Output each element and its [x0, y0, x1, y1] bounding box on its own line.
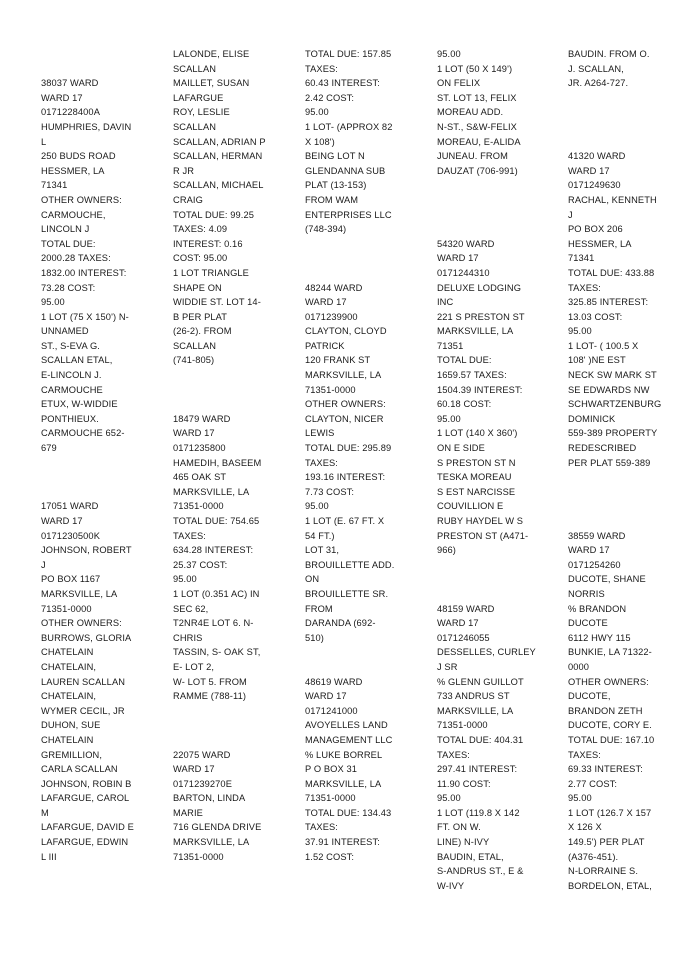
text-line: 95.00: [173, 574, 197, 585]
text-line: L: [41, 136, 47, 147]
text-line: LAUREN SCALLAN: [41, 676, 126, 687]
text-line: [173, 368, 295, 383]
text-line: BEING LOT N: [305, 151, 365, 162]
text-line: FT. ON W.: [437, 822, 481, 833]
text-line: TAXES:: [173, 530, 206, 541]
text-line: SHAPE ON: [173, 282, 222, 293]
text-column-3: [305, 47, 427, 864]
text-line: [305, 237, 427, 252]
text-line: BARTON, LINDA: [173, 793, 246, 804]
text-line: 1 LOT- (APPROX 82: [305, 121, 393, 132]
text-line: [437, 558, 559, 573]
text-line: SCALLAN ETAL,: [41, 355, 113, 366]
text-line: 95.00: [305, 107, 329, 118]
text-line: 95.00: [305, 501, 329, 512]
text-line: [437, 208, 559, 223]
text-line: ENTERPRISES LLC: [305, 209, 392, 220]
text-line: [41, 62, 163, 77]
text-column-2: [173, 47, 295, 864]
text-line: WARD 17: [41, 516, 83, 526]
text-line: N-ST., S&W-FELIX: [437, 121, 517, 132]
text-line: MAILLET, SUSAN: [173, 78, 250, 89]
text-line: 1.52 COST:: [305, 851, 355, 862]
text-line: ETUX, W-WIDDIE: [41, 399, 118, 410]
text-line: 1 LOT (140 X 360'): [437, 428, 518, 439]
text-line: LALONDE, ELISE: [173, 49, 250, 59]
text-line: 193.16 INTEREST:: [305, 472, 386, 483]
text-line: HUMPHRIES, DAVIN: [41, 121, 132, 132]
text-line: 18479 WARD: [173, 413, 231, 424]
text-line: NECK SW MARK ST: [568, 370, 657, 381]
text-line: 0171228400A: [41, 107, 101, 118]
text-line: ON: [305, 574, 320, 585]
text-line: [437, 193, 559, 208]
text-line: [305, 645, 427, 660]
text-line: 1 LOT (126.7 X 157: [568, 807, 652, 818]
text-line: [568, 91, 690, 106]
text-column-1: [41, 47, 163, 864]
text-line: 95.00: [437, 413, 461, 424]
text-line: [568, 135, 690, 150]
text-line: 0171230500K: [41, 530, 101, 541]
text-line: [437, 587, 559, 602]
text-line: INC: [437, 297, 454, 308]
text-line: CARMOUCHE 652-: [41, 428, 125, 439]
text-line: TAXES:: [437, 749, 470, 760]
text-line: CRAIG: [173, 194, 203, 205]
text-line: 0171239270E: [173, 778, 233, 789]
text-line: 0171244310: [437, 267, 490, 278]
text-line: MARKSVILLE, LA: [305, 778, 382, 789]
text-line: 7.73 COST:: [305, 486, 355, 497]
text-line: 6112 HWY 115: [568, 632, 631, 643]
text-line: 22075 WARD: [173, 749, 231, 760]
text-line: GLENDANNA SUB: [305, 165, 386, 176]
text-line: 510): [305, 632, 325, 643]
text-line: 2000.28 TAXES:: [41, 253, 111, 264]
text-line: 95.00: [437, 49, 461, 59]
text-line: TAXES:: [568, 282, 601, 293]
text-line: LINE) N-IVY: [437, 837, 490, 848]
text-line: E-LINCOLN J.: [41, 370, 102, 381]
text-line: WIDDIE ST. LOT 14-: [173, 297, 261, 308]
text-line: PO BOX 206: [568, 224, 623, 235]
text-line: WYMER CECIL, JR: [41, 705, 125, 716]
text-line: 0171249630: [568, 180, 621, 191]
text-line: TAXES:: [305, 457, 338, 468]
text-line: SCALLAN, MICHAEL: [173, 180, 264, 191]
text-line: 2.77 COST:: [568, 778, 618, 789]
text-line: J SR: [437, 661, 458, 672]
text-line: T2NR4E LOT 6. N-: [173, 618, 254, 629]
text-line: R JR: [173, 165, 195, 176]
text-line: BAUDIN. FROM O.: [568, 49, 650, 59]
text-line: DUHON, SUE: [41, 720, 101, 731]
text-line: NORRIS: [568, 588, 605, 599]
text-line: TOTAL DUE: 404.31: [437, 734, 524, 745]
text-line: J: [568, 209, 573, 220]
text-line: 38559 WARD: [568, 530, 626, 541]
text-line: MARKSVILLE, LA: [305, 370, 382, 381]
text-line: 733 ANDRUS ST: [437, 691, 510, 702]
text-line: BRANDON ZETH: [568, 705, 643, 716]
text-line: 1659.57 TAXES:: [437, 370, 507, 381]
text-line: [173, 718, 295, 733]
text-line: INTEREST: 0.16: [173, 238, 243, 249]
text-line: 679: [41, 443, 57, 454]
text-line: 38037 WARD: [41, 78, 99, 89]
text-line: 108' )NE EST: [568, 355, 626, 366]
text-line: 1 LOT (119.8 X 142: [437, 807, 520, 818]
text-line: REDESCRIBED: [568, 443, 637, 454]
text-line: PONTHIEUX.: [41, 413, 99, 424]
text-line: SE EDWARDS NW: [568, 384, 650, 395]
text-line: 54320 WARD: [437, 238, 495, 249]
text-line: J: [41, 559, 46, 570]
text-line: TOTAL DUE: 167.10: [568, 734, 655, 745]
text-line: 1 LOT- ( 100.5 X: [568, 340, 639, 351]
text-line: X 126 X: [568, 822, 602, 833]
text-line: B PER PLAT: [173, 311, 228, 322]
text-line: 69.33 INTEREST:: [568, 764, 643, 775]
text-line: CLAYTON, CLOYD: [305, 326, 387, 337]
text-line: 37.91 INTEREST:: [305, 837, 380, 848]
text-line: 1504.39 INTEREST:: [437, 384, 523, 395]
text-line: TAXES:: [568, 749, 601, 760]
text-line: 17051 WARD: [41, 501, 99, 512]
text-line: WARD 17: [305, 691, 347, 702]
text-line: TESKA MOREAU: [437, 472, 512, 483]
text-line: LAFARGUE, CAROL: [41, 793, 130, 804]
text-line: TAXES:: [305, 822, 338, 833]
text-line: SCALLAN, ADRIAN P: [173, 136, 266, 147]
text-line: 71351-0000: [41, 603, 92, 614]
text-line: CHATELAIN: [41, 647, 94, 658]
text-line: MANAGEMENT LLC: [305, 734, 393, 745]
text-line: OTHER OWNERS:: [41, 618, 122, 629]
text-line: RUBY HAYDEL W S: [437, 516, 524, 526]
text-line: [173, 397, 295, 412]
text-line: WARD 17: [568, 165, 610, 176]
text-line: 2.42 COST:: [305, 92, 355, 103]
text-line: [305, 266, 427, 281]
text-line: [173, 383, 295, 398]
text-line: SCALLAN: [173, 63, 217, 74]
text-line: 325.85 INTEREST:: [568, 297, 649, 308]
text-line: 13.03 COST:: [568, 311, 623, 322]
text-line: TOTAL DUE:: [437, 355, 492, 366]
text-line: [568, 514, 690, 529]
text-line: X 108'): [305, 136, 335, 147]
text-line: 95.00: [568, 793, 592, 804]
text-line: CHATELAIN: [41, 734, 94, 745]
text-line: COUVILLION E: [437, 501, 504, 512]
text-line: TOTAL DUE: 157.85: [305, 49, 392, 59]
text-line: OTHER OWNERS:: [41, 194, 122, 205]
text-line: M: [41, 807, 49, 818]
text-line: SCALLAN: [173, 121, 217, 132]
text-line: 48244 WARD: [305, 282, 363, 293]
text-line: 54 FT.): [305, 530, 335, 541]
text-line: WARD 17: [173, 764, 215, 775]
text-line: TOTAL DUE: 295.89: [305, 443, 392, 454]
text-line: [568, 105, 690, 120]
text-line: LAFARGUE, DAVID E: [41, 822, 134, 833]
text-line: JOHNSON, ROBERT: [41, 545, 132, 556]
text-line: MARKSVILLE, LA: [41, 588, 118, 599]
text-line: CHATELAIN,: [41, 661, 97, 672]
text-line: 71351-0000: [173, 501, 224, 512]
text-line: TAXES:: [305, 63, 338, 74]
text-line: % LUKE BORREL: [305, 749, 383, 760]
text-line: LAFARGUE: [173, 92, 224, 103]
text-line: RACHAL, KENNETH: [568, 194, 657, 205]
text-line: FROM: [305, 603, 333, 614]
text-line: 634.28 INTEREST:: [173, 545, 254, 556]
text-line: 1 LOT (50 X 149'): [437, 63, 513, 74]
text-line: SCHWARTZENBURG: [568, 399, 662, 410]
text-line: SEC 62,: [173, 603, 209, 614]
text-line: 0171239900: [305, 311, 358, 322]
text-line: ON E SIDE: [437, 443, 485, 454]
text-line: UNNAMED: [41, 326, 89, 337]
text-line: [568, 499, 690, 514]
text-line: 71351-0000: [173, 851, 224, 862]
text-line: COST: 95.00: [173, 253, 228, 264]
text-line: TAXES: 4.09: [173, 224, 228, 235]
text-line: HAMEDIH, BASEEM: [173, 457, 262, 468]
text-line: HESSMER, LA: [41, 165, 105, 176]
text-line: % BRANDON: [568, 603, 627, 614]
text-line: ROY, LESLIE: [173, 107, 230, 118]
text-line: 1832.00 INTEREST:: [41, 267, 127, 278]
text-line: CHATELAIN,: [41, 691, 97, 702]
text-line: 95.00: [437, 793, 461, 804]
text-line: (26-2). FROM: [173, 326, 232, 337]
text-line: CHRIS: [173, 632, 203, 643]
text-line: TOTAL DUE: 433.88: [568, 267, 655, 278]
text-line: PATRICK: [305, 340, 345, 351]
text-line: BURROWS, GLORIA: [41, 632, 132, 643]
text-line: TOTAL DUE: 754.65: [173, 516, 260, 526]
text-line: E- LOT 2,: [173, 661, 215, 672]
text-line: DUCOTE,: [568, 691, 611, 702]
text-line: [437, 222, 559, 237]
text-line: 95.00: [568, 326, 592, 337]
text-line: CARMOUCHE,: [41, 209, 106, 220]
text-line: FROM WAM: [305, 194, 359, 205]
text-line: [41, 456, 163, 471]
text-line: 0171254260: [568, 559, 621, 570]
text-line: GREMILLION,: [41, 749, 103, 760]
text-line: TOTAL DUE: 134.43: [305, 807, 392, 818]
text-line: [173, 733, 295, 748]
text-line: 71351-0000: [305, 384, 356, 395]
text-line: 1 LOT (E. 67 FT. X: [305, 516, 385, 526]
text-line: DESSELLES, CURLEY: [437, 647, 536, 658]
text-line: 1 LOT (0.351 AC) IN: [173, 588, 260, 599]
text-line: S EST NARCISSE: [437, 486, 516, 497]
text-line: OTHER OWNERS:: [305, 399, 386, 410]
text-line: MARKSVILLE, LA: [437, 326, 514, 337]
text-line: CLAYTON, NICER: [305, 413, 384, 424]
text-line: MARKSVILLE, LA: [437, 705, 514, 716]
text-line: 1 LOT TRIANGLE: [173, 267, 249, 278]
text-line: [568, 470, 690, 485]
text-line: OTHER OWNERS:: [568, 676, 649, 687]
text-line: 48159 WARD: [437, 603, 495, 614]
text-line: PLAT (13-153): [305, 180, 367, 191]
text-line: WARD 17: [568, 545, 610, 556]
text-line: PER PLAT 559-389: [568, 457, 651, 468]
text-line: LINCOLN J: [41, 224, 90, 235]
text-line: L III: [41, 851, 57, 862]
text-line: 149.5') PER PLAT: [568, 837, 645, 848]
text-line: JUNEAU. FROM: [437, 151, 508, 162]
text-line: 11.90 COST:: [437, 778, 491, 789]
text-line: LAFARGUE, EDWIN: [41, 837, 129, 848]
text-line: DUCOTE, CORY E.: [568, 720, 652, 731]
text-line: WARD 17: [173, 428, 215, 439]
text-line: (748-394): [305, 224, 347, 235]
text-line: JR. A264-727.: [568, 78, 629, 89]
text-line: 41320 WARD: [568, 151, 626, 162]
text-line: 0171246055: [437, 632, 490, 643]
text-line: 0000: [568, 661, 590, 672]
text-line: [568, 485, 690, 500]
text-line: PRESTON ST (A471-: [437, 530, 529, 541]
text-line: (741-805): [173, 355, 215, 366]
text-line: 48619 WARD: [305, 676, 363, 687]
text-line: TOTAL DUE:: [41, 238, 96, 249]
text-line: WARD 17: [41, 92, 83, 103]
text-line: 71341: [568, 253, 595, 264]
text-column-4: [437, 47, 559, 893]
text-line: BROUILLETTE SR.: [305, 588, 389, 599]
text-line: 297.41 INTEREST:: [437, 764, 518, 775]
text-line: AVOYELLES LAND: [305, 720, 388, 731]
text-line: RAMME (788-11): [173, 691, 247, 702]
text-line: 0171241000: [305, 705, 358, 716]
text-line: 716 GLENDA DRIVE: [173, 822, 262, 833]
text-line: P O BOX 31: [305, 764, 357, 775]
text-line: 60.18 COST:: [437, 399, 492, 410]
text-line: DOMINICK: [568, 413, 616, 424]
text-line: ON FELIX: [437, 78, 481, 89]
text-line: WARD 17: [437, 253, 479, 264]
text-line: 60.43 INTEREST:: [305, 78, 380, 89]
text-line: MARKSVILLE, LA: [173, 837, 250, 848]
text-line: JOHNSON, ROBIN B: [41, 778, 132, 789]
text-line: TASSIN, S- OAK ST,: [173, 647, 261, 658]
text-line: 250 BUDS ROAD: [41, 151, 116, 162]
text-line: DUCOTE: [568, 618, 608, 629]
text-line: 71341: [41, 180, 68, 191]
text-line: PO BOX 1167: [41, 574, 101, 585]
text-line: CARMOUCHE: [41, 384, 103, 395]
text-line: MARIE: [173, 807, 203, 818]
text-line: 25.37 COST:: [173, 559, 228, 570]
text-line: (A376-451).: [568, 851, 619, 862]
text-line: [41, 485, 163, 500]
text-line: ST. LOT 13, FELIX: [437, 92, 517, 103]
text-line: [41, 470, 163, 485]
text-line: [305, 251, 427, 266]
text-line: [305, 660, 427, 675]
text-line: 71351-0000: [305, 793, 356, 804]
text-line: 0171235800: [173, 443, 226, 454]
text-line: ST., S-EVA G.: [41, 340, 100, 351]
text-line: 559-389 PROPERTY: [568, 428, 658, 439]
text-line: BROUILLETTE ADD.: [305, 559, 395, 570]
text-line: S-ANDRUS ST., E &: [437, 866, 524, 877]
text-line: 1 LOT (75 X 150') N-: [41, 311, 129, 322]
text-line: 73.28 COST:: [41, 282, 96, 293]
text-line: [568, 120, 690, 135]
text-line: [437, 572, 559, 587]
text-line: MARKSVILLE, LA: [173, 486, 250, 497]
text-line: [173, 704, 295, 719]
text-line: HESSMER, LA: [568, 238, 632, 249]
text-line: BORDELON, ETAL,: [568, 880, 652, 891]
text-line: S PRESTON ST N: [437, 457, 516, 468]
text-line: DELUXE LODGING: [437, 282, 522, 293]
text-line: TOTAL DUE: 99.25: [173, 209, 254, 220]
text-line: BAUDIN, ETAL,: [437, 851, 504, 862]
text-line: % GLENN GUILLOT: [437, 676, 524, 687]
text-line: WARD 17: [305, 297, 347, 308]
text-line: W- LOT 5. FROM: [173, 676, 247, 687]
text-line: DAUZAT (706-991): [437, 165, 518, 176]
text-line: DARANDA (692-: [305, 618, 376, 629]
text-line: W-IVY: [437, 880, 465, 891]
text-line: CARLA SCALLAN: [41, 764, 118, 775]
text-line: LOT 31,: [305, 545, 340, 556]
text-column-5: [568, 47, 690, 893]
text-line: [41, 47, 163, 62]
text-line: 966): [437, 545, 457, 556]
text-line: SCALLAN, HERMAN: [173, 151, 263, 162]
text-line: 95.00: [41, 297, 65, 308]
text-line: DUCOTE, SHANE: [568, 574, 646, 585]
text-line: 465 OAK ST: [173, 472, 227, 483]
text-line: 71351: [437, 340, 464, 351]
text-line: 120 FRANK ST: [305, 355, 371, 366]
text-line: 221 S PRESTON ST: [437, 311, 525, 322]
text-line: [437, 178, 559, 193]
text-line: MOREAU ADD.: [437, 107, 504, 118]
text-line: WARD 17: [437, 618, 479, 629]
text-line: N-LORRAINE S.: [568, 866, 639, 877]
text-line: BUNKIE, LA 71322-: [568, 647, 652, 658]
text-line: J. SCALLAN,: [568, 63, 624, 74]
text-line: 71351-0000: [437, 720, 488, 731]
text-line: LEWIS: [305, 428, 335, 439]
text-line: MOREAU, E-ALIDA: [437, 136, 521, 147]
text-line: SCALLAN: [173, 340, 217, 351]
